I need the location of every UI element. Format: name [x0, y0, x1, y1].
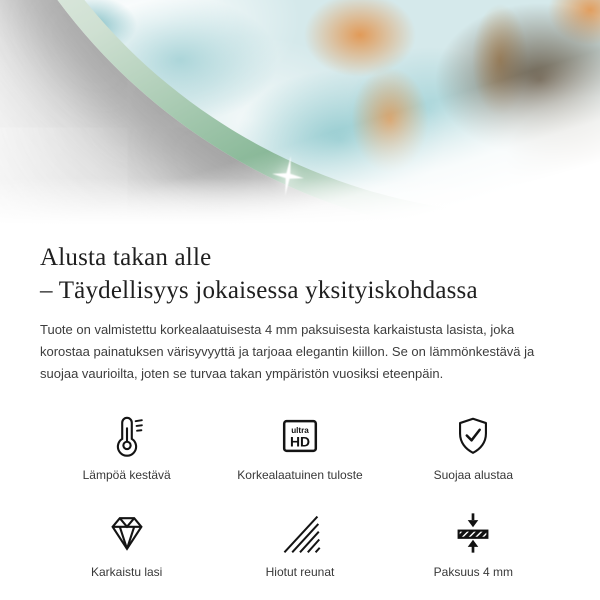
product-description-section: [0, 233, 600, 579]
feature-label: Karkaistu lasi: [90, 565, 163, 579]
feature-heat-resistant: [40, 409, 213, 482]
hd-text: HD: [289, 433, 311, 450]
feature-label: Paksuus 4 mm: [433, 565, 513, 579]
product-image: [0, 0, 600, 233]
diamond-icon: [104, 506, 150, 556]
thickness-press-icon: [450, 506, 496, 556]
title-line-1: Alusta takan alle: [40, 244, 212, 271]
feature-label: Hiotut reunat: [265, 565, 335, 579]
polished-edges-icon: [278, 506, 322, 556]
thermometer-icon: [104, 409, 150, 459]
feature-print-quality: [213, 409, 386, 482]
feature-label: Lämpöä kestävä: [82, 468, 171, 482]
section-title: [40, 241, 560, 307]
ultra-hd-icon: [277, 409, 323, 459]
feature-grid: [40, 409, 560, 579]
feature-polished-edges: [213, 506, 386, 579]
shield-check-icon: [450, 409, 496, 459]
feature-label: Suojaa alustaa: [433, 468, 514, 482]
feature-thickness: [387, 506, 560, 579]
ultra-text: ultra: [291, 426, 309, 436]
hero-bottom-fade: [0, 178, 600, 233]
feature-label: Korkealaatuinen tuloste: [237, 468, 363, 482]
title-line-2: – Täydellisyys jokaisessa yksityiskohdassa: [40, 277, 478, 304]
feature-protects-surface: [387, 409, 560, 482]
feature-tempered-glass: [40, 506, 213, 579]
description-paragraph: Tuote on valmistettu korkealaatuisesta 4 mm paksuisesta karkaistusta lasista, joka korostaa painatuksen värisyvyyttä ja tarjoaa elegantin kiillon. Se on lämmönkestävä ja suojaa vaurioilta, joten se turvaa takan ympäristön vuosiksi eteenpäin.: [40, 322, 535, 381]
